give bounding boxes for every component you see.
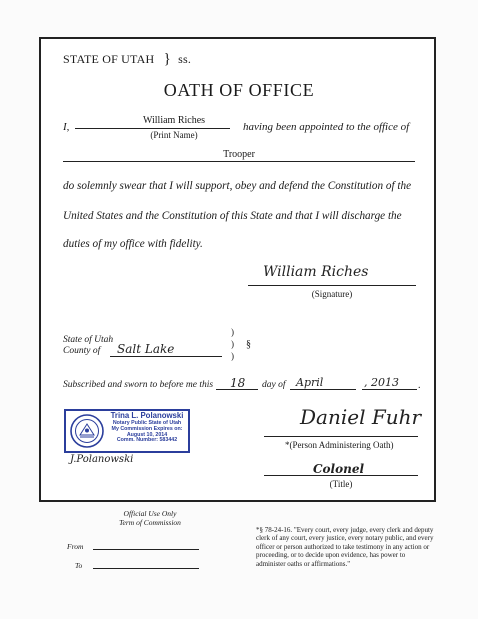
print-name-caption: (Print Name) <box>150 130 198 140</box>
year-value: , 2013 <box>364 376 399 389</box>
from-line <box>93 549 199 550</box>
signature-caption: (Signature) <box>311 289 353 299</box>
oath-line-1: do solemnly swear that I will support, obey and defend the Constitution of the <box>63 180 412 192</box>
seal-line: Comm. Number: 583442 <box>116 437 178 444</box>
oath-line-2: United States and the Constitution of this State and that I will discharge the <box>63 210 402 222</box>
administrator-line <box>264 436 418 437</box>
to-line <box>93 568 199 569</box>
year-line <box>362 389 417 390</box>
day-of-text: day of <box>262 380 286 390</box>
month-line <box>290 389 356 390</box>
to-label: To <box>75 561 83 570</box>
seal-text-block <box>106 412 188 444</box>
seal-line: August 10, 2014 <box>126 431 168 438</box>
day-line <box>216 389 258 390</box>
notary-name: Trina L. Polanowski <box>110 411 184 420</box>
handwritten-signature: William Riches <box>263 264 369 280</box>
county-line <box>110 356 222 357</box>
subscribed-text: Subscribed and sworn to before me this <box>63 380 214 390</box>
section-mark: § <box>246 339 251 350</box>
venue-brace <box>231 326 234 362</box>
month-value: April <box>296 376 324 389</box>
page-title: OATH OF OFFICE <box>163 80 315 100</box>
brace-symbol: } <box>163 51 171 67</box>
signature-line <box>248 285 416 286</box>
period-mark: . <box>418 380 421 391</box>
state-label: STATE OF UTAH <box>63 52 155 66</box>
notary-seal-stamp <box>64 409 190 453</box>
ss-abbrev: ss. <box>178 52 192 66</box>
i-prefix: I, <box>63 121 70 133</box>
administrator-caption: *(Person Administering Oath) <box>285 440 394 450</box>
printed-name: William Riches <box>142 115 206 126</box>
state-heading <box>63 51 191 68</box>
office-line <box>63 161 415 162</box>
official-use-section <box>60 509 240 527</box>
state-seal-icon <box>70 414 104 448</box>
oath-line-3: duties of my office with fidelity. <box>63 238 203 250</box>
county-value: Salt Lake <box>117 342 175 356</box>
term-of-commission: Term of Commission <box>119 518 181 527</box>
statute-footnote: *§ 78-24-16. "Every court, every judge, every clerk and deputy clerk of any court, every justice, every notary public, and every officer or person authorized to take testimony in any action or proceeding, or to decide upon evidence, has power to administer oaths or affirmations." <box>256 526 434 568</box>
notary-handwritten-signature: J.Polanowski <box>70 454 134 465</box>
title-caption: (Title) <box>329 479 353 489</box>
official-use-heading: Official Use Only <box>123 509 177 518</box>
title-line <box>264 475 418 476</box>
office-name: Trooper <box>223 149 255 160</box>
day-value: 18 <box>230 376 246 390</box>
appointment-phrase: having been appointed to the office of <box>243 121 410 133</box>
state-of-utah-label: State of Utah <box>63 335 114 345</box>
administrator-signature: Daniel Fuhr <box>300 405 422 429</box>
county-label: County of <box>63 346 101 356</box>
seal-line: Notary Public State of Utah <box>112 419 182 426</box>
name-line <box>75 128 230 129</box>
seal-line: My Commission Expires on: <box>111 425 183 432</box>
brace-mark: ) <box>231 351 234 361</box>
from-label: From <box>67 542 84 551</box>
title-value: Colonel <box>313 462 365 476</box>
brace-mark: ) <box>231 327 234 337</box>
brace-mark: ) <box>231 339 234 349</box>
